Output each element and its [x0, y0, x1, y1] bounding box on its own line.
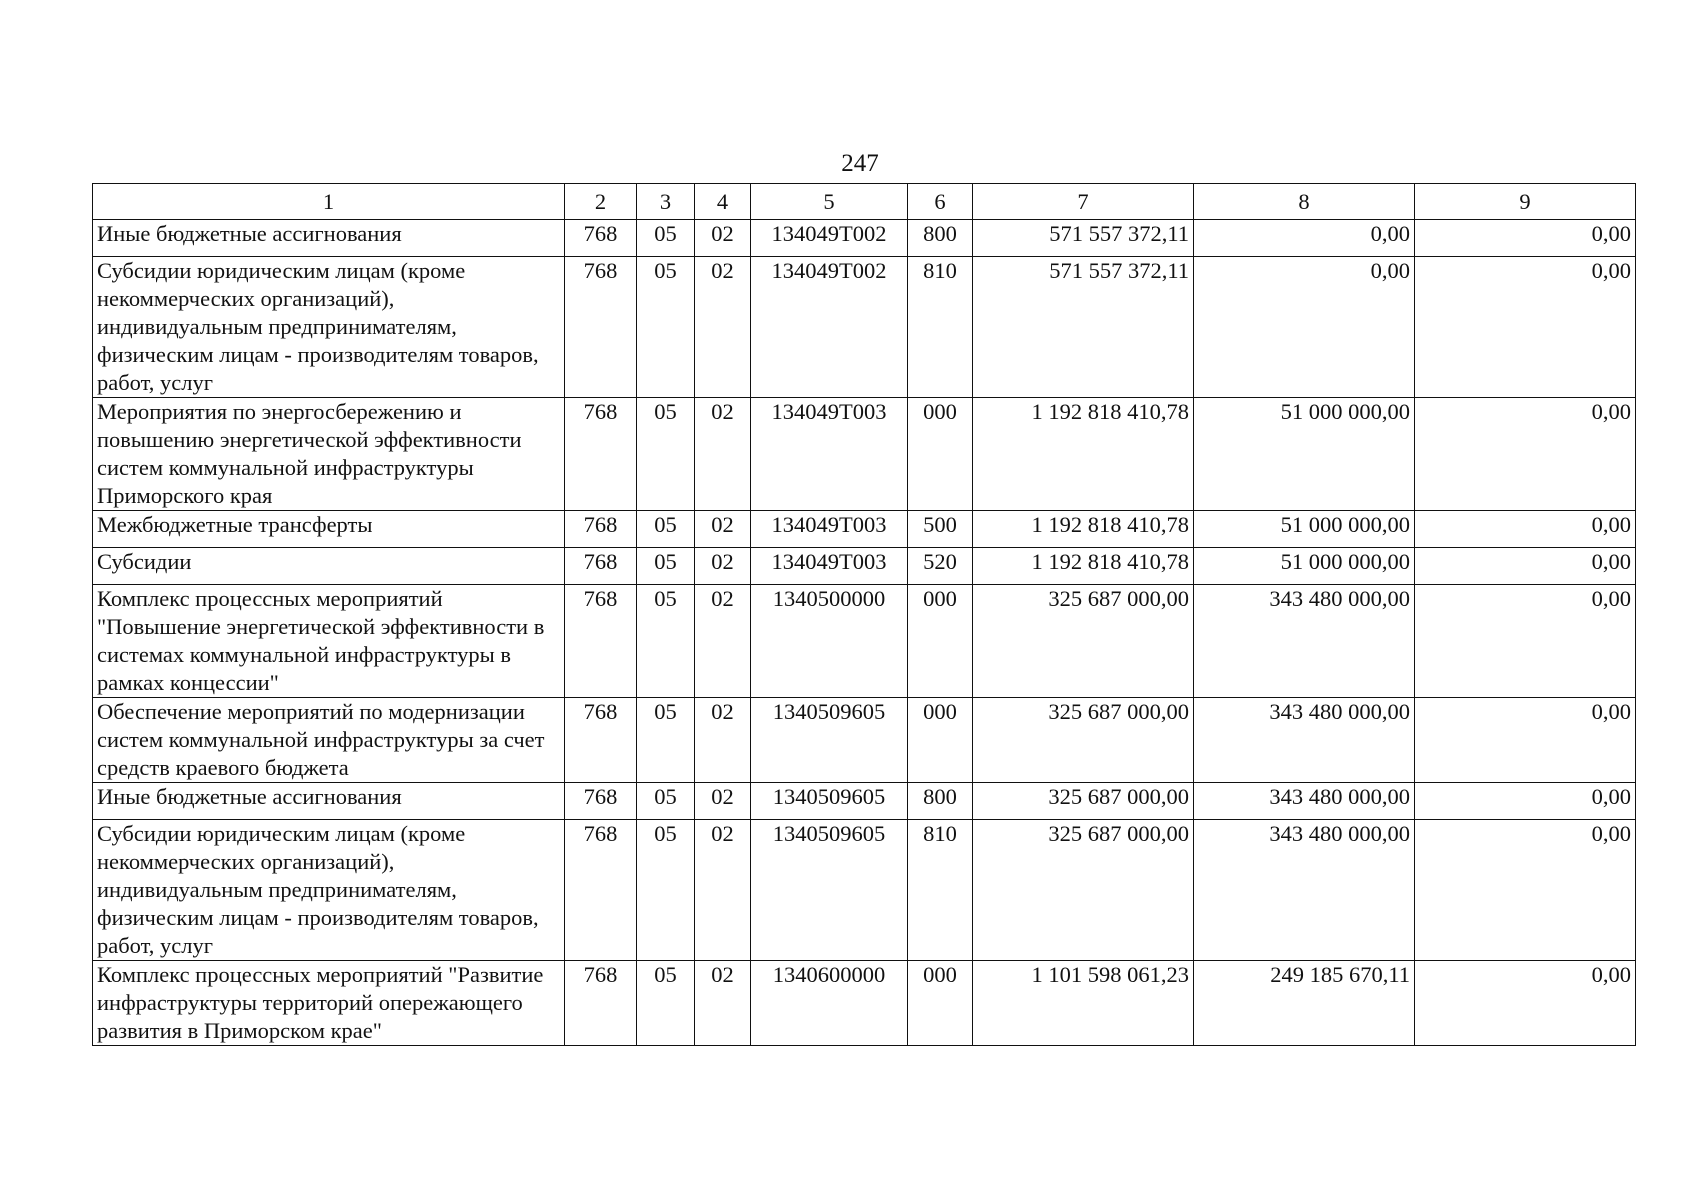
cell-code-2: 768 — [565, 585, 637, 698]
row-name: Обеспечение мероприятий по модернизации систем коммунальной инфраструктуры за счет средств краевого бюджета — [93, 698, 565, 783]
cell-code-3: 05 — [637, 511, 695, 548]
column-header: 6 — [908, 184, 973, 220]
cell-code-4: 02 — [695, 548, 751, 585]
column-header: 9 — [1415, 184, 1636, 220]
cell-code-6: 800 — [908, 783, 973, 820]
cell-amount-7: 571 557 372,11 — [973, 257, 1194, 398]
row-name: Субсидии — [93, 548, 565, 585]
cell-code-4: 02 — [695, 783, 751, 820]
header-row — [93, 184, 1636, 220]
cell-code-4: 02 — [695, 257, 751, 398]
cell-code-2: 768 — [565, 398, 637, 511]
row-name: Комплекс процессных мероприятий "Повышение энергетической эффективности в системах коммунальной инфраструктуры в рамках концессии" — [93, 585, 565, 698]
cell-code-4: 02 — [695, 820, 751, 961]
table-row — [93, 398, 1636, 511]
cell-amount-8: 343 480 000,00 — [1194, 783, 1415, 820]
cell-amount-9: 0,00 — [1415, 820, 1636, 961]
row-name: Субсидии юридическим лицам (кроме некоммерческих организаций), индивидуальным предпринимателям, физическим лицам - производителям товаров, работ, услуг — [93, 820, 565, 961]
cell-amount-9: 0,00 — [1415, 961, 1636, 1046]
cell-code-5: 1340509605 — [751, 820, 908, 961]
cell-code-5: 134049T002 — [751, 220, 908, 257]
budget-table — [92, 183, 1636, 1046]
cell-code-6: 520 — [908, 548, 973, 585]
cell-amount-7: 1 192 818 410,78 — [973, 511, 1194, 548]
cell-amount-8: 249 185 670,11 — [1194, 961, 1415, 1046]
page-number: 247 — [841, 150, 879, 177]
cell-code-3: 05 — [637, 548, 695, 585]
cell-code-4: 02 — [695, 511, 751, 548]
cell-amount-9: 0,00 — [1415, 698, 1636, 783]
cell-code-2: 768 — [565, 698, 637, 783]
cell-code-5: 1340500000 — [751, 585, 908, 698]
cell-amount-7: 325 687 000,00 — [973, 783, 1194, 820]
cell-code-6: 810 — [908, 257, 973, 398]
column-header: 3 — [637, 184, 695, 220]
cell-amount-8: 51 000 000,00 — [1194, 511, 1415, 548]
cell-code-3: 05 — [637, 220, 695, 257]
cell-code-6: 000 — [908, 961, 973, 1046]
cell-amount-7: 325 687 000,00 — [973, 820, 1194, 961]
cell-code-5: 134049T003 — [751, 398, 908, 511]
cell-code-5: 1340600000 — [751, 961, 908, 1046]
column-header: 7 — [973, 184, 1194, 220]
table-row — [93, 511, 1636, 548]
cell-amount-8: 0,00 — [1194, 220, 1415, 257]
cell-code-3: 05 — [637, 257, 695, 398]
table-row — [93, 783, 1636, 820]
column-header: 2 — [565, 184, 637, 220]
cell-code-3: 05 — [637, 783, 695, 820]
table-row — [93, 698, 1636, 783]
table-row — [93, 585, 1636, 698]
row-name: Комплекс процессных мероприятий "Развитие инфраструктуры территорий опережающего развития в Приморском крае" — [93, 961, 565, 1046]
cell-code-5: 1340509605 — [751, 698, 908, 783]
column-header: 8 — [1194, 184, 1415, 220]
table-row — [93, 820, 1636, 961]
cell-code-6: 810 — [908, 820, 973, 961]
cell-code-4: 02 — [695, 398, 751, 511]
cell-code-2: 768 — [565, 220, 637, 257]
cell-amount-9: 0,00 — [1415, 585, 1636, 698]
row-name: Межбюджетные трансферты — [93, 511, 565, 548]
cell-code-6: 500 — [908, 511, 973, 548]
cell-code-4: 02 — [695, 698, 751, 783]
cell-code-4: 02 — [695, 961, 751, 1046]
cell-amount-9: 0,00 — [1415, 257, 1636, 398]
table-row — [93, 220, 1636, 257]
row-name: Иные бюджетные ассигнования — [93, 783, 565, 820]
cell-amount-7: 325 687 000,00 — [973, 698, 1194, 783]
cell-amount-9: 0,00 — [1415, 220, 1636, 257]
cell-code-2: 768 — [565, 783, 637, 820]
cell-code-3: 05 — [637, 398, 695, 511]
table-row — [93, 961, 1636, 1046]
cell-amount-8: 343 480 000,00 — [1194, 698, 1415, 783]
cell-code-2: 768 — [565, 820, 637, 961]
cell-amount-8: 343 480 000,00 — [1194, 585, 1415, 698]
cell-code-2: 768 — [565, 961, 637, 1046]
cell-amount-8: 51 000 000,00 — [1194, 548, 1415, 585]
row-name: Субсидии юридическим лицам (кроме некоммерческих организаций), индивидуальным предпринимателям, физическим лицам - производителям товаров, работ, услуг — [93, 257, 565, 398]
cell-amount-9: 0,00 — [1415, 548, 1636, 585]
row-name: Иные бюджетные ассигнования — [93, 220, 565, 257]
cell-code-4: 02 — [695, 585, 751, 698]
cell-amount-7: 325 687 000,00 — [973, 585, 1194, 698]
cell-code-4: 02 — [695, 220, 751, 257]
cell-amount-8: 0,00 — [1194, 257, 1415, 398]
cell-code-3: 05 — [637, 698, 695, 783]
cell-code-6: 000 — [908, 585, 973, 698]
cell-code-2: 768 — [565, 511, 637, 548]
cell-code-3: 05 — [637, 585, 695, 698]
cell-code-5: 134049T003 — [751, 511, 908, 548]
cell-code-3: 05 — [637, 820, 695, 961]
cell-code-6: 800 — [908, 220, 973, 257]
cell-code-5: 134049T002 — [751, 257, 908, 398]
column-header: 1 — [93, 184, 565, 220]
row-name: Мероприятия по энергосбережению и повышению энергетической эффективности систем коммунальной инфраструктуры Приморского края — [93, 398, 565, 511]
cell-amount-7: 1 192 818 410,78 — [973, 548, 1194, 585]
cell-code-5: 1340509605 — [751, 783, 908, 820]
cell-amount-9: 0,00 — [1415, 511, 1636, 548]
table-row — [93, 548, 1636, 585]
cell-amount-7: 1 192 818 410,78 — [973, 398, 1194, 511]
cell-code-6: 000 — [908, 398, 973, 511]
cell-amount-7: 1 101 598 061,23 — [973, 961, 1194, 1046]
cell-amount-9: 0,00 — [1415, 783, 1636, 820]
cell-code-3: 05 — [637, 961, 695, 1046]
cell-amount-8: 343 480 000,00 — [1194, 820, 1415, 961]
cell-code-5: 134049T003 — [751, 548, 908, 585]
table-row — [93, 257, 1636, 398]
column-header: 5 — [751, 184, 908, 220]
cell-code-2: 768 — [565, 548, 637, 585]
cell-amount-9: 0,00 — [1415, 398, 1636, 511]
cell-amount-8: 51 000 000,00 — [1194, 398, 1415, 511]
cell-code-2: 768 — [565, 257, 637, 398]
cell-code-6: 000 — [908, 698, 973, 783]
column-header: 4 — [695, 184, 751, 220]
cell-amount-7: 571 557 372,11 — [973, 220, 1194, 257]
